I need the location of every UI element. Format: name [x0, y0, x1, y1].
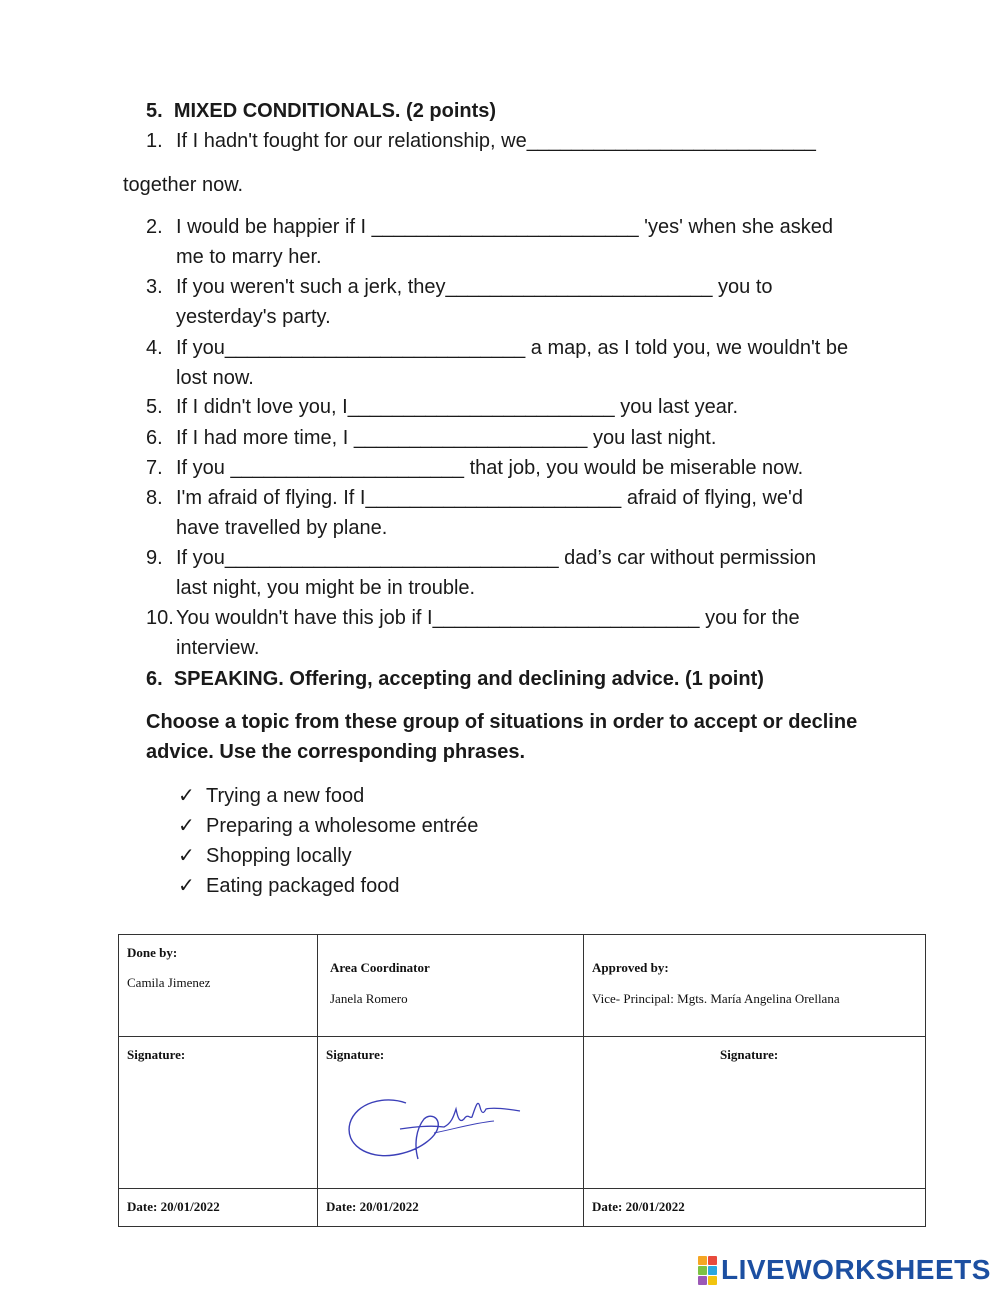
- checkmark-icon: ✓: [178, 875, 195, 897]
- signature-label: Signature:: [127, 1047, 186, 1062]
- exercise-sentence: last night, you might be in trouble.: [176, 577, 476, 599]
- item-number: 3.: [146, 276, 163, 298]
- list-item-label: Shopping locally: [206, 845, 352, 867]
- logo-block: [708, 1266, 717, 1275]
- done-by-label: Done by:: [127, 945, 178, 960]
- item-number: 1.: [146, 130, 163, 152]
- logo-block: [698, 1266, 707, 1275]
- checkmark-icon: ✓: [178, 815, 195, 837]
- logo-text: LIVEWORKSHEETS: [721, 1254, 991, 1285]
- approved-by-cell: [584, 935, 926, 1037]
- item-number: 5.: [146, 396, 163, 418]
- item-number: 8.: [146, 487, 163, 509]
- exercise-sentence: If I had more time, I _____________________ you last night.: [176, 427, 717, 449]
- exercise-sentence: If you______________________________ dad’s car without permission: [176, 547, 817, 569]
- exercise-sentence: If I hadn't fought for our relationship, we__________________________: [176, 130, 816, 152]
- logo-block: [698, 1276, 707, 1285]
- exercise-sentence: I'm afraid of flying. If I_______________________ afraid of flying, we'd: [176, 487, 803, 509]
- instruction-line-2: advice. Use the corresponding phrases.: [146, 741, 526, 763]
- logo-block: [708, 1276, 717, 1285]
- instruction-line-1: Choose a topic from these group of situations in order to accept or decline: [146, 711, 858, 733]
- section-6-heading: [146, 664, 764, 694]
- exercise-sentence: If you _____________________ that job, you would be miserable now.: [176, 457, 804, 479]
- date-label: Date: 20/01/2022: [127, 1199, 220, 1214]
- table-row: [119, 935, 926, 1037]
- exercise-sentence: together now.: [123, 174, 244, 196]
- liveworksheets-logo: [698, 1252, 991, 1288]
- date-cell-2: [318, 1189, 584, 1227]
- approved-by-name: Vice- Principal: Mgts. María Angelina Orellana: [592, 991, 840, 1006]
- table-row: [119, 1189, 926, 1227]
- item-number: 10.: [146, 607, 174, 629]
- checkmark-icon: ✓: [178, 845, 195, 867]
- signature-label: Signature:: [326, 1047, 385, 1062]
- list-item-label: Preparing a wholesome entrée: [206, 815, 479, 837]
- exercise-sentence: If you___________________________ a map, as I told you, we wouldn't be: [176, 337, 849, 359]
- section-number: 5.: [146, 100, 163, 122]
- logo-block: [708, 1256, 717, 1265]
- checkmark-icon: ✓: [178, 785, 195, 807]
- item-number: 2.: [146, 216, 163, 238]
- list-item: [178, 871, 400, 901]
- date-cell-1: [119, 1189, 318, 1227]
- list-item-label: Trying a new food: [206, 785, 365, 807]
- logo-mark-icon: [698, 1256, 717, 1285]
- exercise-sentence: me to marry her.: [176, 246, 322, 268]
- coordinator-name: Janela Romero: [330, 991, 408, 1006]
- coordinator-label: Area Coordinator: [330, 960, 430, 975]
- section-title: MIXED CONDITIONALS. (2 points): [173, 100, 497, 122]
- signature-label: Signature:: [720, 1047, 779, 1062]
- exercise-sentence: interview.: [176, 637, 260, 659]
- signature-cell-1: [119, 1037, 318, 1189]
- done-by-cell: [119, 935, 318, 1037]
- list-item: [178, 811, 478, 841]
- item-number: 4.: [146, 337, 163, 359]
- exercise-sentence: yesterday's party.: [176, 306, 331, 328]
- signature-cell-3: [584, 1037, 926, 1189]
- list-item: [178, 781, 364, 811]
- exercise-sentence: You wouldn't have this job if I________________________ you for the: [176, 607, 800, 629]
- signature-cell-2: [318, 1037, 584, 1189]
- exercise-sentence: have travelled by plane.: [176, 517, 388, 539]
- item-number: 7.: [146, 457, 163, 479]
- item-number: 6.: [146, 427, 163, 449]
- exercise-sentence: If you weren't such a jerk, they________________________ you to: [176, 276, 773, 298]
- section-number: 6.: [146, 668, 163, 690]
- section-title: SPEAKING. Offering, accepting and declining advice. (1 point): [173, 668, 764, 690]
- handwritten-signature-icon: [344, 1089, 524, 1169]
- coordinator-cell: [318, 935, 584, 1037]
- exercise-sentence: If I didn't love you, I________________________ you last year.: [176, 396, 739, 418]
- date-label: Date: 20/01/2022: [592, 1199, 685, 1214]
- item-number: 9.: [146, 547, 163, 569]
- list-item-label: Eating packaged food: [206, 875, 400, 897]
- date-cell-3: [584, 1189, 926, 1227]
- exercise-sentence: lost now.: [176, 367, 254, 389]
- logo-block: [698, 1256, 707, 1265]
- date-label: Date: 20/01/2022: [326, 1199, 419, 1214]
- table-row: [119, 1037, 926, 1189]
- approved-by-label: Approved by:: [592, 960, 669, 975]
- signature-table: [118, 934, 926, 1227]
- list-item: [178, 841, 352, 871]
- section-5-heading: [146, 96, 496, 126]
- done-by-name: Camila Jimenez: [127, 975, 211, 990]
- exercise-sentence: I would be happier if I ________________________ 'yes' when she asked: [176, 216, 834, 238]
